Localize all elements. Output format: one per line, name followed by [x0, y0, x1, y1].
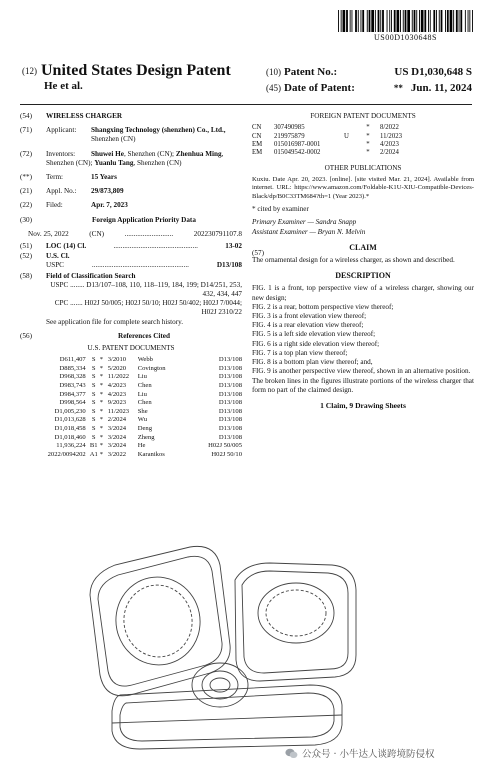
patent-number: US D1,030,648 S	[394, 66, 472, 78]
claim-heading: (57) CLAIM	[252, 242, 377, 257]
appl-no-field: (21) Appl. No.: 29/873,809	[20, 187, 124, 196]
left-column	[20, 112, 242, 459]
wechat-icon	[285, 748, 298, 759]
description-line: FIG. 1 is a front, top perspective view of a wireless charger, showing our new design;	[252, 284, 474, 302]
description-line: FIG. 3 is a front elevation view thereof;	[252, 312, 367, 321]
description-line: FIG. 9 is another perspective view thereof, shown in an alternative position.	[252, 367, 471, 376]
wireless-charger-drawing	[70, 535, 370, 755]
cited-table	[20, 356, 242, 459]
patent-date-row: (45) Date of Patent: ** Jun. 11, 2024	[266, 82, 472, 94]
cited-row: D1,013,628 S * 2/2024 Wu D13/108	[54, 416, 242, 424]
priority-row: Nov. 25, 2022 (CN) ........................... 202230791107.8	[28, 229, 242, 238]
barcode-bar	[424, 10, 426, 32]
description-line: The broken lines in the figures illustrate portions of the wireless charger that form no part of the claimed design.	[252, 376, 474, 394]
foreign-row: CN 219975879 U * 11/2023	[252, 132, 403, 140]
barcode-bar	[416, 10, 417, 32]
title-field: (54) WIRELESS CHARGER	[20, 112, 123, 120]
cited-row: D998,564 S * 9/2023 Chen D13/108	[59, 399, 242, 407]
foreign-docs-title: FOREIGN PATENT DOCUMENTS	[310, 112, 416, 120]
patent-number-row: (10) Patent No.: US D1,030,648 S	[266, 66, 472, 78]
barcode-number: US00D1030648S	[374, 33, 437, 42]
barcode-bar	[391, 10, 392, 32]
other-pub: Kuxiu. Date Apr. 20, 2023. [online]. [site visited Mar. 21, 2024]. Available from internet. URL: https://www.amazon.com/Foldable-K1U-XIU-Compatible-Devices-Black/dp/B0C33TM684?th=1 (Year 2023).*	[252, 176, 474, 200]
patent-date: Jun. 11, 2024	[410, 82, 472, 94]
barcode-bar	[456, 10, 458, 32]
description-line: FIG. 6 is a right side elevation view thereof;	[252, 339, 380, 348]
description-list	[252, 284, 474, 394]
barcode	[338, 10, 473, 32]
cited-row: D968,328 S * 11/2022 Liu D13/108	[59, 373, 242, 381]
cited-row: D1,018,460 S * 3/2024 Zheng D13/108	[54, 433, 242, 441]
barcode-bar	[397, 10, 400, 32]
barcode-bar	[387, 10, 388, 32]
barcode-bar	[343, 10, 346, 32]
barcode-bar	[453, 10, 454, 32]
field-search: (58) Field of Classification Search USPC ........ D13/107–108, 110, 118–119, 184, 199; D14/251, 253, 432, 434, 447 CPC ....... H02J 50/005; H02J 50/10; H02J 50/402; H02J 7/0044; H02J 2310/22 See application file for complete search history.	[20, 271, 242, 326]
description-line: FIG. 7 is a top plan view thereof;	[252, 348, 348, 357]
cited-row: D984,377 S * 4/2023 Liu D13/108	[59, 390, 242, 398]
barcode-bar	[380, 10, 381, 32]
claim-text: The ornamental design for a wireless charger, as shown and described.	[252, 256, 455, 265]
foreign-table	[252, 124, 474, 158]
foreign-row: CN 307490985 * 8/2022	[252, 124, 399, 132]
barcode-bar	[400, 10, 401, 32]
right-column	[252, 112, 474, 414]
description-line: FIG. 2 is a rear, bottom perspective view thereof;	[252, 302, 394, 311]
foreign-row: EM 015049542-0002 * 2/2024	[252, 149, 399, 157]
barcode-bar	[465, 10, 466, 32]
barcode-bar	[389, 10, 390, 32]
barcode-bar	[445, 10, 446, 32]
cited-row: D983,743 S * 4/2023 Chen D13/108	[59, 382, 242, 390]
barcode-bar	[407, 10, 410, 32]
refs-field: (56) References Cited	[20, 331, 170, 340]
barcode-bar	[369, 10, 371, 32]
barcode-bar	[405, 10, 407, 32]
barcode-bar	[468, 10, 469, 32]
barcode-bar	[430, 10, 431, 32]
barcode-bar	[450, 10, 453, 32]
barcode-bar	[469, 10, 470, 32]
barcode-bar	[367, 10, 368, 32]
filed-field: (22) Filed: Apr. 7, 2023	[20, 201, 128, 210]
cited-row: D1,018,458 S * 3/2024 Deng D13/108	[54, 425, 242, 433]
barcode-bar	[378, 10, 380, 32]
foreign-row: EM 015016987-0001 * 4/2023	[252, 141, 399, 149]
wechat-footer: 公众号 · 小牛达人谈跨境防侵权	[285, 746, 435, 760]
priority-field: (30) Foreign Application Priority Data	[20, 215, 196, 224]
barcode-bar	[394, 10, 396, 32]
cited-by-examiner: * cited by examiner	[252, 205, 309, 214]
header-rule	[20, 104, 472, 105]
loc-field: (51) LOC (14) Cl. ............................................... 13-02	[20, 242, 242, 251]
barcode-bar	[371, 10, 374, 32]
cited-row: 2022/0094202 A1 * 3/2022 Karanikos H02J 50/10	[47, 450, 242, 458]
barcode-bar	[375, 10, 376, 32]
barcode-bar	[419, 10, 420, 32]
assistant-examiner: Assistant Examiner — Bryan N. Melvin	[252, 227, 366, 236]
barcode-bar	[362, 10, 364, 32]
claims-count: 1 Claim, 9 Drawing Sheets	[320, 400, 406, 410]
applicant-field: (71) Applicant: Shangxing Technology (shenzhen) Co., Ltd., Shenzhen (CN)	[20, 126, 226, 144]
barcode-bar	[346, 10, 348, 32]
barcode-bar	[439, 10, 440, 32]
cited-row: D611,407 S * 3/2010 Webb D13/108	[59, 356, 242, 364]
us-docs-title: U.S. PATENT DOCUMENTS	[87, 344, 175, 353]
barcode-bar	[460, 10, 462, 32]
barcode-bar	[441, 10, 443, 32]
barcode-bar	[428, 10, 429, 32]
barcode-bar	[338, 10, 339, 32]
barcode-bar	[355, 10, 357, 32]
term-field: (**) Term: 15 Years	[20, 173, 117, 182]
uscl-field: (52) U.S. Cl. USPC ...................................................... D13/108	[20, 252, 242, 270]
cited-row: 11,936,224 B1 * 3/2024 He H02J 50/005	[56, 442, 242, 450]
description-line: FIG. 4 is a rear elevation view thereof;	[252, 321, 364, 330]
barcode-bar	[436, 10, 437, 32]
inventor-short: He et al.	[44, 80, 83, 92]
barcode-bar	[447, 10, 449, 32]
primary-examiner: Primary Examiner — Sandra Snapp	[252, 218, 357, 227]
barcode-bar	[412, 10, 413, 32]
cited-row: D1,005,230 S * 11/2023 She D13/108	[54, 407, 242, 415]
barcode-bar	[403, 10, 404, 32]
description-line: FIG. 8 is a bottom plan view thereof; and,	[252, 358, 373, 367]
barcode-bar	[341, 10, 342, 32]
barcode-bar	[433, 10, 435, 32]
inventors-field: (72) Inventors: Shuwei He, Shenzhen (CN); Zhenhua Ming, Shenzhen (CN); Yuanlu Tang, Shenzhen (CN)	[20, 149, 224, 167]
other-pub-title: OTHER PUBLICATIONS	[324, 163, 402, 172]
barcode-bar	[472, 10, 473, 32]
patent-header-right	[266, 66, 472, 98]
barcode-bar	[358, 10, 359, 32]
description-title: DESCRIPTION	[335, 271, 391, 281]
barcode-bar	[352, 10, 353, 32]
barcode-bar	[361, 10, 362, 32]
description-line: FIG. 5 is a left side elevation view thereof;	[252, 330, 376, 339]
barcode-bar	[382, 10, 384, 32]
cited-row: D885,334 S * 5/2020 Covington D13/108	[59, 364, 242, 372]
barcode-bar	[421, 10, 424, 32]
barcode-bar	[350, 10, 351, 32]
barcode-bar	[459, 10, 460, 32]
patent-type-title: (12) United States Design Patent	[22, 62, 231, 79]
barcode-bar	[414, 10, 416, 32]
